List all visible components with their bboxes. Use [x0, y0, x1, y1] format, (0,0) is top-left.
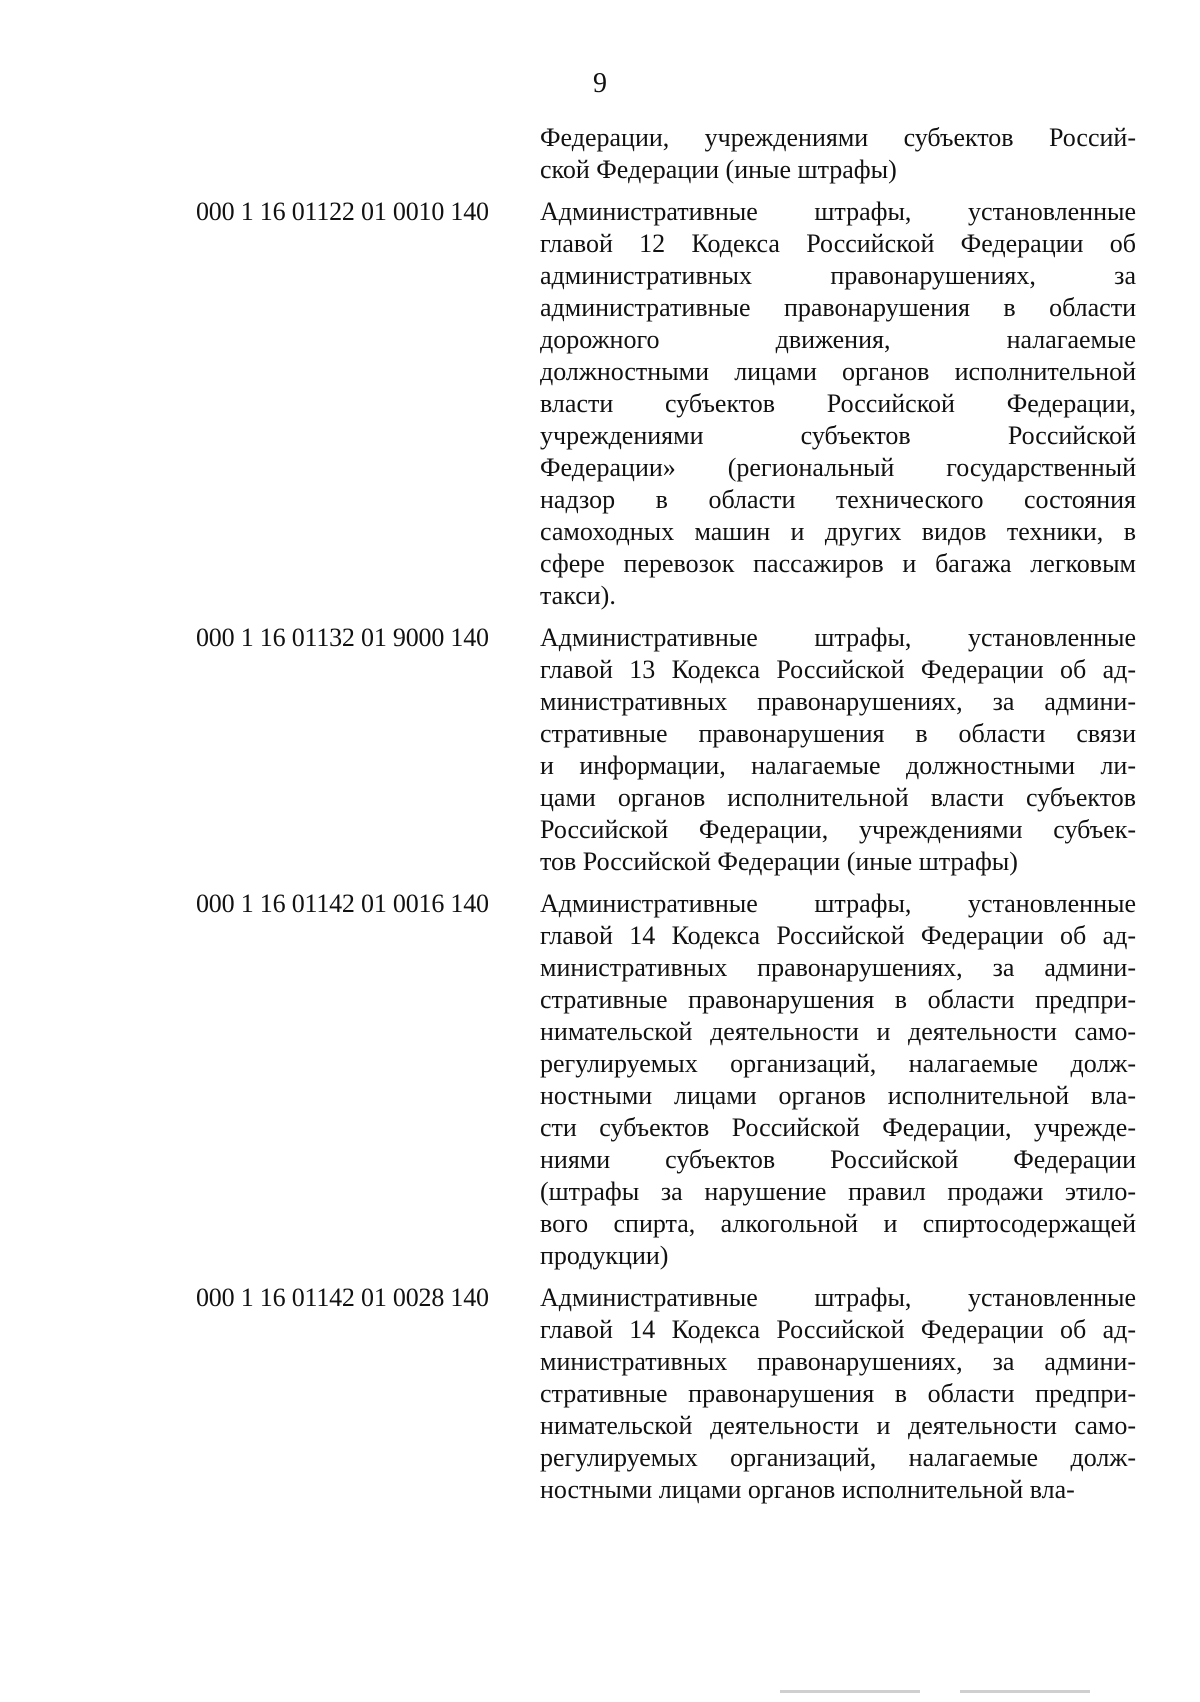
revenue-description — [540, 122, 1136, 186]
description-line: министративных правонарушениях, за админи- — [540, 1347, 1136, 1376]
row-gap — [0, 612, 1200, 622]
description-line: самоходных машин и других видов техники, в — [540, 517, 1136, 546]
description-line: ностными лицами органов исполнительной вла- — [540, 1475, 1075, 1504]
description-line: стративные правонарушения в области предпри- — [540, 1379, 1136, 1408]
description-line: Административные штрафы, установленные — [540, 197, 1136, 226]
description-line: регулируемых организаций, налагаемые долж- — [540, 1443, 1136, 1472]
table-row — [0, 1282, 1200, 1506]
description-line: Административные штрафы, установленные — [540, 1283, 1136, 1312]
table-row — [0, 622, 1200, 878]
table-row — [0, 196, 1200, 612]
description-line: власти субъектов Российской Федерации, — [540, 389, 1136, 418]
description-line: и информации, налагаемые должностными ли- — [540, 751, 1136, 780]
description-line: министративных правонарушениях, за админи- — [540, 687, 1136, 716]
description-line: Российской Федерации, учреждениями субъек- — [540, 815, 1136, 844]
budget-code: 000 1 16 01122 01 0010 140 — [196, 197, 489, 226]
description-line: Административные штрафы, установленные — [540, 889, 1136, 918]
description-line: главой 12 Кодекса Российской Федерации об — [540, 229, 1136, 258]
code-table — [0, 122, 1200, 1506]
revenue-description — [540, 196, 1136, 612]
description-line: ской Федерации (иные штрафы) — [540, 155, 897, 184]
table-row — [0, 888, 1200, 1272]
revenue-description — [540, 888, 1136, 1272]
description-line: ниями субъектов Российской Федерации — [540, 1145, 1136, 1174]
budget-code: 000 1 16 01132 01 9000 140 — [196, 623, 489, 652]
description-line: административные правонарушения в области — [540, 293, 1136, 322]
description-line: ностными лицами органов исполнительной вла- — [540, 1081, 1136, 1110]
description-line: (штрафы за нарушение правил продажи этило- — [540, 1177, 1136, 1206]
description-line: стративные правонарушения в области связи — [540, 719, 1136, 748]
description-line: нимательской деятельности и деятельности само- — [540, 1017, 1136, 1046]
description-line: главой 13 Кодекса Российской Федерации об ад- — [540, 655, 1136, 684]
description-line: нимательской деятельности и деятельности само- — [540, 1411, 1136, 1440]
revenue-description — [540, 622, 1136, 878]
description-line: регулируемых организаций, налагаемые долж- — [540, 1049, 1136, 1078]
description-line: Федерации» (региональный государственный — [540, 453, 1136, 482]
row-gap — [0, 186, 1200, 196]
row-gap — [0, 878, 1200, 888]
budget-code: 000 1 16 01142 01 0028 140 — [196, 1283, 489, 1312]
description-line: продукции) — [540, 1241, 669, 1270]
description-line: учреждениями субъектов Российской — [540, 421, 1136, 450]
scan-artifact — [960, 1690, 1090, 1693]
description-line: цами органов исполнительной власти субъектов — [540, 783, 1136, 812]
row-gap — [0, 1272, 1200, 1282]
description-line: главой 14 Кодекса Российской Федерации об ад- — [540, 921, 1136, 950]
description-line: дорожного движения, налагаемые — [540, 325, 1136, 354]
description-line: такси). — [540, 581, 616, 610]
description-line: министративных правонарушениях, за админи- — [540, 953, 1136, 982]
description-line: главой 14 Кодекса Российской Федерации об ад- — [540, 1315, 1136, 1344]
description-line: вого спирта, алкогольной и спиртосодержащей — [540, 1209, 1136, 1238]
description-line: Федерации, учреждениями субъектов Россий- — [540, 123, 1136, 152]
description-line: сфере перевозок пассажиров и багажа легковым — [540, 549, 1136, 578]
revenue-description — [540, 1282, 1136, 1506]
description-line: надзор в области технического состояния — [540, 485, 1136, 514]
description-line: должностными лицами органов исполнительной — [540, 357, 1136, 386]
description-line: тов Российской Федерации (иные штрафы) — [540, 847, 1018, 876]
budget-code: 000 1 16 01142 01 0016 140 — [196, 889, 489, 918]
description-line: Административные штрафы, установленные — [540, 623, 1136, 652]
page-number: 9 — [593, 68, 607, 99]
description-line: сти субъектов Российской Федерации, учрежде- — [540, 1113, 1136, 1142]
description-line: стративные правонарушения в области предпри- — [540, 985, 1136, 1014]
description-line: административных правонарушениях, за — [540, 261, 1136, 290]
scan-artifact — [780, 1690, 920, 1693]
table-row — [0, 122, 1200, 186]
